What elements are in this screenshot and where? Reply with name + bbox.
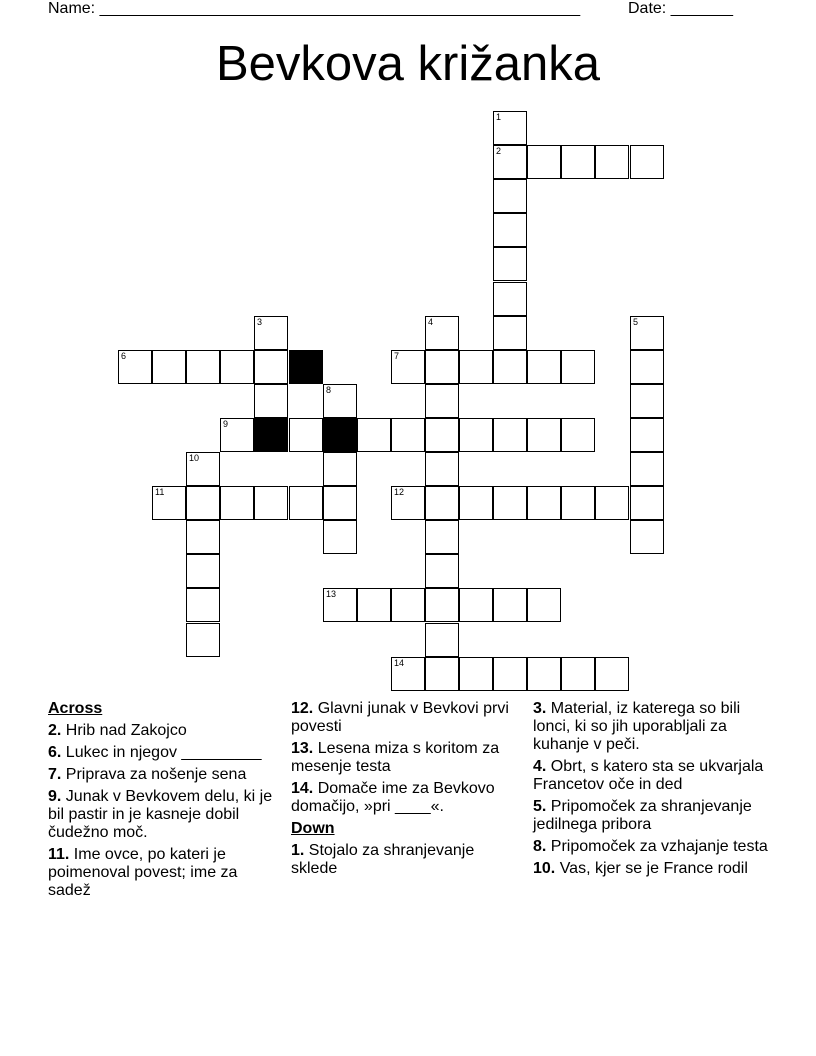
crossword-cell[interactable] [391, 657, 425, 691]
crossword-cell[interactable] [493, 247, 527, 281]
crossword-cell[interactable] [493, 179, 527, 213]
crossword-cell[interactable] [425, 657, 459, 691]
crossword-cell[interactable] [323, 486, 357, 520]
clue-down-4 [533, 758, 768, 794]
clue-number: 6. [48, 744, 62, 761]
clue-number: 11. [48, 846, 70, 863]
clue-number: 3. [533, 700, 547, 717]
cell-number: 2 [496, 146, 502, 156]
crossword-cell[interactable] [186, 486, 220, 520]
crossword-cell[interactable] [220, 486, 254, 520]
crossword-black-cell [323, 418, 357, 452]
crossword-cell[interactable] [630, 145, 664, 179]
crossword-cell[interactable] [459, 588, 493, 622]
clue-across-9 [48, 788, 278, 842]
crossword-cell[interactable] [186, 588, 220, 622]
crossword-cell[interactable] [630, 316, 664, 350]
crossword-cell[interactable] [527, 418, 561, 452]
clue-text: Domače ime za Bevkovo domačijo, »pri ____«. [291, 780, 495, 815]
across-heading: Across [48, 700, 103, 717]
clue-text: Hrib nad Zakojco [61, 722, 187, 739]
clue-down-3 [533, 700, 768, 754]
crossword-cell[interactable] [425, 452, 459, 486]
cell-number: 11 [155, 487, 165, 497]
crossword-cell[interactable] [152, 486, 186, 520]
cell-number: 12 [394, 487, 405, 497]
crossword-cell[interactable] [493, 145, 527, 179]
crossword-cell[interactable] [425, 384, 459, 418]
clue-number: 2. [48, 722, 62, 739]
clue-text: Priprava za nošenje sena [61, 766, 247, 783]
cell-number: 4 [428, 317, 434, 327]
crossword-cell[interactable] [527, 145, 561, 179]
crossword-cell[interactable] [459, 418, 493, 452]
clue-text: Stojalo za shranjevanje sklede [291, 842, 475, 877]
cell-number: 5 [633, 317, 639, 327]
clues-column-1 [48, 700, 278, 904]
crossword-cell[interactable] [595, 657, 629, 691]
clue-down-1 [291, 842, 516, 878]
cell-number: 9 [223, 419, 229, 429]
cell-number: 10 [189, 453, 200, 463]
crossword-cell[interactable] [289, 418, 323, 452]
crossword-cell[interactable] [220, 350, 254, 384]
crossword-cell[interactable] [630, 350, 664, 384]
crossword-cell[interactable] [527, 588, 561, 622]
clue-across-6 [48, 744, 278, 762]
crossword-cell[interactable] [425, 316, 459, 350]
crossword-cell[interactable] [254, 384, 288, 418]
crossword-cell[interactable] [425, 486, 459, 520]
crossword-cell[interactable] [323, 384, 357, 418]
clue-text: Vas, kjer se je France rodil [555, 860, 748, 877]
clue-number: 8. [533, 838, 547, 855]
crossword-cell[interactable] [493, 657, 527, 691]
clue-number: 7. [48, 766, 62, 783]
clue-number: 4. [533, 758, 547, 775]
crossword-cell[interactable] [493, 282, 527, 316]
clue-across-14 [291, 780, 516, 816]
date-field-label[interactable]: Date: _______ [628, 0, 733, 17]
clue-text: Ime ovce, po kateri je poimenoval povest; ime za sadež [48, 846, 238, 899]
crossword-cell[interactable] [561, 486, 595, 520]
clue-down-5 [533, 798, 768, 834]
clue-text: Pripomoček za shranjevanje jedilnega pribora [533, 798, 752, 833]
crossword-cell[interactable] [254, 350, 288, 384]
clues-column-2 [291, 700, 516, 882]
crossword-cell[interactable] [459, 657, 493, 691]
crossword-cell[interactable] [630, 520, 664, 554]
clue-down-10 [533, 860, 768, 878]
crossword-cell[interactable] [595, 486, 629, 520]
crossword-cell[interactable] [391, 486, 425, 520]
cell-number: 14 [394, 658, 405, 668]
crossword-cell[interactable] [493, 350, 527, 384]
crossword-cell[interactable] [357, 588, 391, 622]
crossword-cell[interactable] [186, 452, 220, 486]
clue-across-13 [291, 740, 516, 776]
crossword-cell[interactable] [630, 418, 664, 452]
cell-number: 13 [326, 589, 337, 599]
clue-number: 12. [291, 700, 314, 717]
clue-number: 13. [291, 740, 314, 757]
crossword-cell[interactable] [425, 554, 459, 588]
crossword-cell[interactable] [630, 384, 664, 418]
crossword-cell[interactable] [425, 520, 459, 554]
crossword-cell[interactable] [630, 452, 664, 486]
crossword-cell[interactable] [425, 623, 459, 657]
crossword-cell[interactable] [357, 418, 391, 452]
cell-number: 7 [394, 351, 400, 361]
clue-text: Lukec in njegov _________ [61, 744, 262, 761]
crossword-cell[interactable] [391, 350, 425, 384]
clue-across-7 [48, 766, 278, 784]
crossword-cell[interactable] [186, 350, 220, 384]
page-title: Bevkova križanka [215, 37, 600, 91]
crossword-cell[interactable] [527, 486, 561, 520]
clue-number: 14. [291, 780, 314, 797]
clue-across-11 [48, 846, 278, 900]
clue-number: 9. [48, 788, 62, 805]
crossword-cell[interactable] [186, 554, 220, 588]
crossword-cell[interactable] [391, 588, 425, 622]
crossword-cell[interactable] [561, 418, 595, 452]
crossword-cell[interactable] [493, 588, 527, 622]
crossword-cell[interactable] [289, 486, 323, 520]
crossword-cell[interactable] [493, 316, 527, 350]
cell-number: 3 [257, 317, 263, 327]
crossword-cell[interactable] [323, 452, 357, 486]
crossword-cell[interactable] [254, 316, 288, 350]
crossword-cell[interactable] [630, 486, 664, 520]
clue-number: 10. [533, 860, 556, 877]
clue-across-12 [291, 700, 516, 736]
clue-text: Glavni junak v Bevkovi prvi povesti [291, 700, 509, 735]
clue-text: Pripomoček za vzhajanje testa [546, 838, 768, 855]
crossword-cell[interactable] [561, 657, 595, 691]
crossword-cell[interactable] [254, 486, 288, 520]
clue-down-8 [533, 838, 768, 856]
crossword-cell[interactable] [323, 588, 357, 622]
clue-text: Lesena miza s koritom za mesenje testa [291, 740, 500, 775]
crossword-cell[interactable] [527, 350, 561, 384]
crossword-cell[interactable] [391, 418, 425, 452]
crossword-cell[interactable] [152, 350, 186, 384]
crossword-cell[interactable] [220, 418, 254, 452]
crossword-cell[interactable] [493, 111, 527, 145]
crossword-cell[interactable] [595, 145, 629, 179]
crossword-cell[interactable] [186, 520, 220, 554]
clue-across-2 [48, 722, 278, 740]
crossword-cell[interactable] [459, 350, 493, 384]
down-heading: Down [291, 820, 335, 837]
crossword-cell[interactable] [493, 418, 527, 452]
clue-text: Junak v Bevkovem delu, ki je bil pastir in je kasneje dobil čudežno moč. [48, 788, 273, 841]
clue-number: 1. [291, 842, 305, 859]
crossword-cell[interactable] [561, 350, 595, 384]
crossword-cell[interactable] [186, 623, 220, 657]
clue-text: Material, iz katerega so bili lonci, ki so jih uporabljali za kuhanje v peči. [533, 700, 741, 753]
clue-number: 5. [533, 798, 547, 815]
crossword-cell[interactable] [425, 350, 459, 384]
clues-column-3 [533, 700, 768, 882]
clue-text: Obrt, s katero sta se ukvarjala Francetov oče in ded [533, 758, 764, 793]
crossword-black-cell [254, 418, 288, 452]
crossword-cell[interactable] [323, 520, 357, 554]
cell-number: 8 [326, 385, 332, 395]
crossword-cell[interactable] [493, 486, 527, 520]
crossword-black-cell [289, 350, 323, 384]
crossword-cell[interactable] [527, 657, 561, 691]
name-field-label[interactable]: Name: ______________________________________________________ [48, 0, 581, 17]
crossword-cell[interactable] [493, 213, 527, 247]
crossword-cell[interactable] [561, 145, 595, 179]
crossword-cell[interactable] [425, 418, 459, 452]
crossword-cell[interactable] [459, 486, 493, 520]
crossword-cell[interactable] [118, 350, 152, 384]
crossword-cell[interactable] [425, 588, 459, 622]
cell-number: 6 [121, 351, 127, 361]
cell-number: 1 [496, 112, 502, 122]
